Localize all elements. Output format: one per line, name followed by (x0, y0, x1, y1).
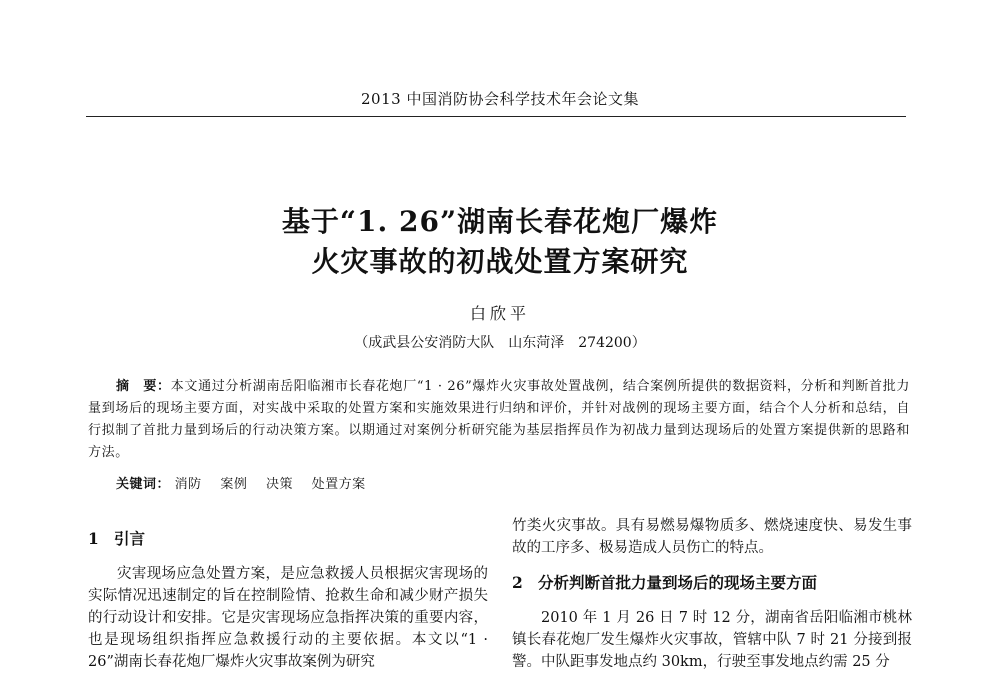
abstract-text: 本文通过分析湖南岳阳临湘市长春花炮厂“1 · 26”爆炸火灾事故处置战例，结合案例所提供的数据资料，分析和判断首批力量到场后的现场主要方面，对实战中采取的处置方案和实施效果进行归纳和评价，并针对战例的现场主要方面，结合个人分析和总结，自行拟制了首批力量到场后的行动决策方案。以期通过对案例分析研究能为基层指挥员作为初战力量到达现场后的处置方案提供新的思路和方法。 (88, 379, 910, 460)
running-header: 2013 中国消防协会科学技术年会论文集 (361, 90, 639, 108)
header-rule (86, 116, 906, 117)
abstract (88, 376, 910, 464)
section-1-heading (88, 528, 488, 551)
section-2-title: 分析判断首批力量到场后的现场主要方面 (538, 573, 818, 592)
keywords-label: 关键词： (116, 477, 171, 492)
abstract-label: 摘 要： (116, 379, 171, 394)
keyword-item: 消防 (174, 477, 202, 492)
continuation-paragraph: 竹类火灾事故。具有易燃易爆物质多、燃烧速度快、易发生事故的工序多、极易造成人员伤亡的特点。 (512, 518, 912, 556)
section-2-paragraph: 2010 年 1 月 26 日 7 时 12 分，湖南省岳阳临湘市桃林镇长春花炮厂发生爆炸火灾事故，管辖中队 7 时 21 分接到报警。中队距事发地点约 30km，行驶至事发地点约需 25 分 (512, 610, 912, 670)
keywords (116, 473, 380, 492)
paper-title-line-1: 基于“1. 26”湖南长春花炮厂爆炸 (281, 205, 719, 238)
keyword-item: 决策 (265, 477, 293, 492)
section-2-number: 2 (512, 573, 523, 592)
author-affiliation: （成武县公安消防大队 山东菏泽 274200） (354, 335, 646, 351)
keyword-item: 处置方案 (311, 477, 366, 492)
section-1-body (88, 563, 488, 673)
section-1-paragraph: 灾害现场应急处置方案，是应急救援人员根据灾害现场的实际情况迅速制定的旨在控制险情、抢救生命和减少财产损失的行动设计和安排。它是灾害现场应急指挥决策的重要内容，也是现场组织指挥应急救援行动的主要依据。本文以“1 · 26”湖南长春花炮厂爆炸火灾事故案例为研究 (88, 566, 488, 670)
keyword-item: 案例 (220, 477, 248, 492)
author-name: 白欣平 (469, 304, 530, 323)
section-1-number: 1 (88, 529, 99, 548)
section-1-title: 引言 (114, 529, 146, 548)
section-2-heading (512, 572, 912, 595)
section-2-body (512, 607, 912, 673)
right-column-continuation (512, 515, 912, 559)
paper-title-line-2: 火灾事故的初战处置方案研究 (311, 245, 689, 278)
